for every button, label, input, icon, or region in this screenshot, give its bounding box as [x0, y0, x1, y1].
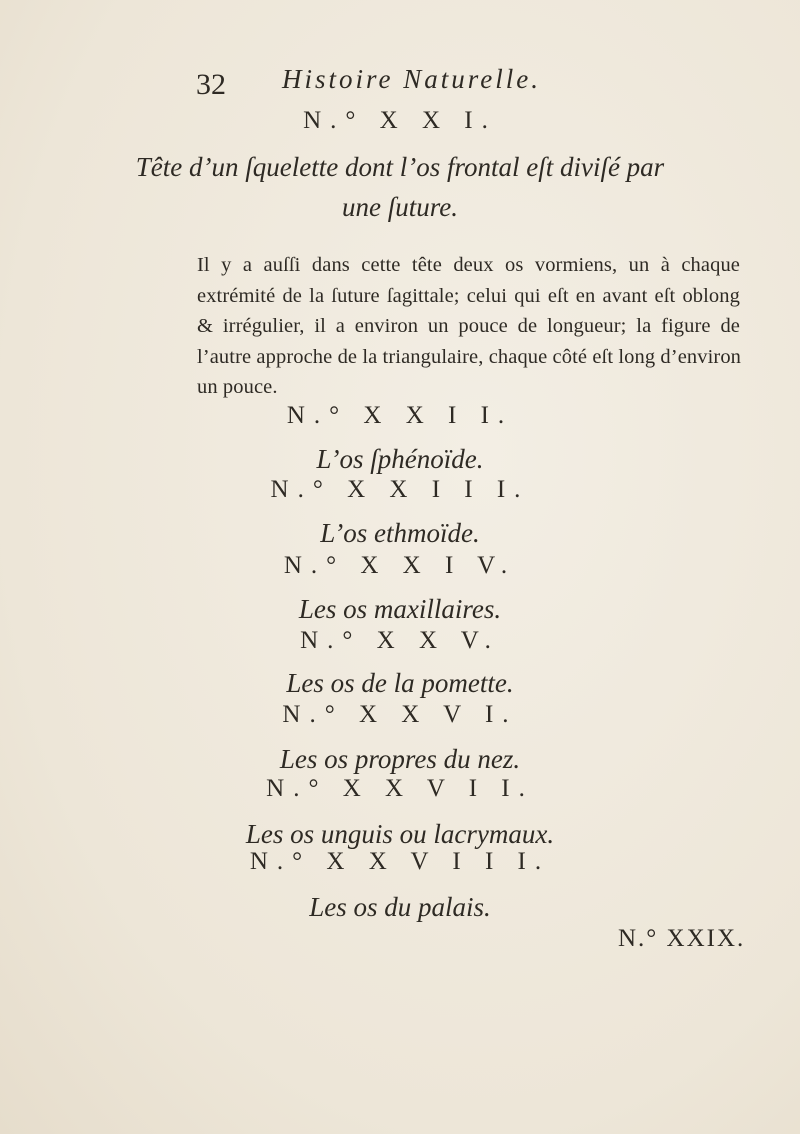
section-number: N.° X X V I I I. [249, 848, 551, 875]
section-title: Les os propres du nez. [279, 744, 521, 774]
section-title: L’os ethmoïde. [320, 518, 480, 548]
section-title: L’os ſphénoïde. [316, 444, 484, 474]
section-number: N.° X X V I. [282, 701, 518, 728]
section-number: N.° X X V I I. [266, 775, 534, 802]
catchword: N.° XXIX. [618, 925, 746, 952]
section-number: N.° X X I V. [283, 552, 517, 579]
paragraph-line: Il y a auſſi dans cette tête deux os vormiens, un à chaque [197, 254, 740, 276]
section-number: N.° X X I I I. [270, 476, 530, 503]
paragraph-line: un pouce. [197, 376, 278, 398]
section-number: N.° X X I. [303, 107, 497, 134]
page-number: 32 [196, 68, 226, 101]
section-title: une ſuture. [342, 192, 458, 222]
section-title: Les os de la pomette. [286, 668, 514, 698]
running-head: Histoire Naturelle. [282, 64, 541, 94]
section-number: N.° X X V. [300, 627, 500, 654]
paragraph-line: extrémité de la ſuture ſagittale; celui qui eſt en avant eſt oblong [197, 284, 740, 307]
section-title: Les os maxillaires. [298, 594, 502, 624]
section-number: N.° X X I I. [286, 402, 514, 429]
body-paragraph [197, 250, 740, 403]
paragraph-line: l’autre approche de la triangulaire, chaque côté eſt long d’environ [197, 345, 742, 368]
section-title: Les os unguis ou lacrymaux. [245, 819, 555, 849]
section-title: Les os du palais. [309, 892, 491, 922]
section-title: Tête d’un ſquelette dont l’os frontal eſt diviſé par [135, 152, 665, 182]
paragraph-line: & irrégulier, il a environ un pouce de longueur; la figure de [197, 315, 740, 337]
